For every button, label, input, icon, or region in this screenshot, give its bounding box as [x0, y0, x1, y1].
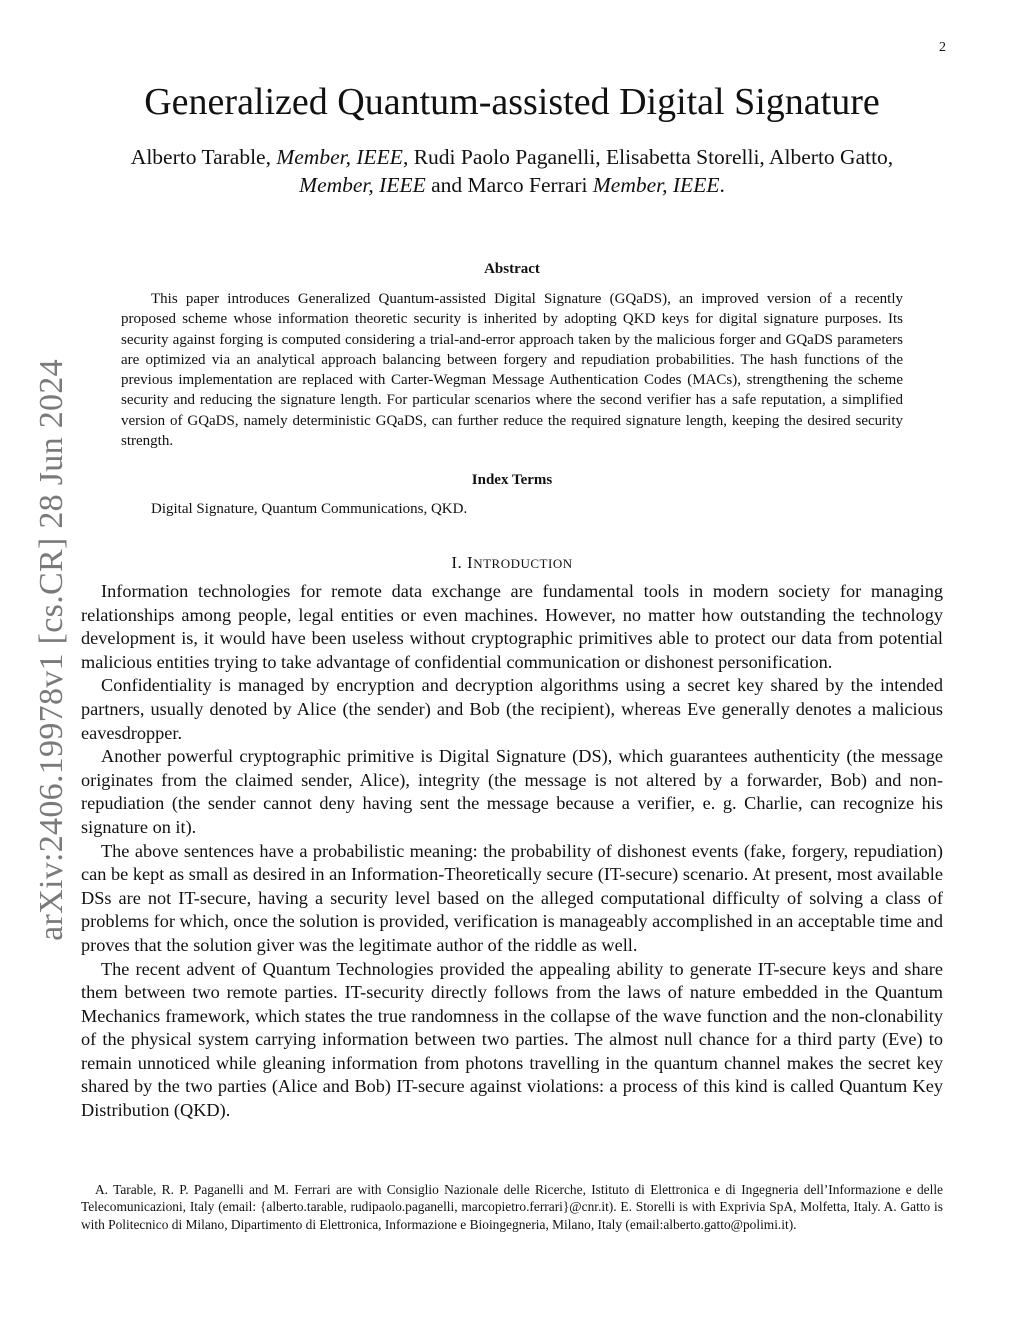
arxiv-stamp: arXiv:2406.19978v1 [cs.CR] 28 Jun 2024: [33, 359, 70, 941]
introduction-body: [81, 580, 943, 1123]
author-membership-2: Member, IEEE: [299, 173, 426, 197]
author-membership-1: Member, IEEE: [276, 145, 403, 169]
author-names-3: and Marco Ferrari: [425, 173, 593, 197]
paper-title: Generalized Quantum-assisted Digital Signature: [144, 81, 880, 123]
abstract-heading: Abstract: [484, 261, 540, 277]
intro-paragraph: Confidentiality is managed by encryption and decryption algorithms using a secret key shared by the intended partners, usually denoted by Alice (the sender) and Bob (the recipient), whereas Eve generally denotes a malicious eavesdropper.: [81, 675, 943, 743]
intro-paragraph: The above sentences have a probabilistic meaning: the probability of dishonest events (fake, forgery, repudiation) can be kept as small as desired in an Information-Theoretically secure (IT-secure) scenario. At present, most available DSs are not IT-secure, having a security level based on the alleged computational difficulty of solving a class of problems for which, once the solution is provided, verification is manageably accomplished in an acceptable time and proves that the solution giver was the legitimate author of the riddle as well.: [81, 840, 943, 955]
section-heading-introduction: [0, 553, 1024, 573]
section-title-initial: I: [467, 553, 474, 572]
author-membership-3: Member, IEEE: [592, 173, 720, 197]
author-names-1: Alberto Tarable,: [130, 145, 277, 169]
page-number: 2: [939, 40, 946, 55]
author-names-2: , Rudi Paolo Paganelli, Elisabetta Storelli, Alberto Gatto,: [402, 145, 894, 169]
index-terms-text: Digital Signature, Quantum Communications, QKD.: [151, 501, 468, 517]
affiliation-footnote: A. Tarable, R. P. Paganelli and M. Ferrari are with Consiglio Nazionale delle Ricerche, Istituto di Elettronica e di Ingegneria dell’Informazione e delle Telecomunicazioni, Italy (email: {alberto.tarable, rudipaolo.paganelli, marcopietro.ferrari}@cnr.it). E. Storelli is with Exprivia SpA, Molfetta, Italy. A. Gatto is with Politecnico di Milano, Dipartimento di Elettronica, Informazione e Bioingegneria, Milano, Italy (email:alberto.gatto@polimi.it).: [81, 1182, 943, 1232]
index-terms-heading: Index Terms: [471, 472, 553, 488]
author-list-end: .: [719, 173, 725, 197]
section-title-rest: NTRODUCTION: [473, 556, 573, 571]
intro-paragraph: Information technologies for remote data exchange are fundamental tools in modern society for managing relationships among people, legal entities or even machines. However, no matter how outstanding the technology development is, it would have been useless without cryptographic primitives able to protect our data from potential malicious entities trying to take advantage of confidential communication or dishonest personification.: [81, 581, 943, 672]
abstract-text: This paper introduces Generalized Quantum-assisted Digital Signature (GQaDS), an improved version of a recently proposed scheme whose information theoretic security is inherited by adopting QKD keys for digital signature purposes. Its security against forging is computed considering a trial-and-error approach taken by the malicious forger and GQaDS parameters are optimized via an analytical approach balancing between forgery and repudiation probabilities. The hash functions of the previous implementation are replaced with Carter-Wegman Message Authentication Codes (MACs), strengthening the scheme security and reducing the signature length. For particular scenarios where the second verifier has a safe reputation, a simplified version of GQaDS, namely deterministic GQaDS, can further reduce the required signature length, keeping the desired security strength.: [121, 291, 903, 450]
intro-paragraph: The recent advent of Quantum Technologies provided the appealing ability to generate IT-secure keys and share them between two remote parties. IT-security directly follows from the laws of nature embedded in the Quantum Mechanics framework, which states the true randomness in the collapse of the wave function and the non-clonability of the physical system carrying information between two parties. The almost null chance for a third party (Eve) to remain unnoticed while gleaning information from photons travelling in the quantum channel makes the secret key shared by the two parties (Alice and Bob) IT-secure against violations: a process of this kind is called Quantum Key Distribution (QKD).: [81, 958, 943, 1121]
intro-paragraph: Another powerful cryptographic primitive is Digital Signature (DS), which guarantees authenticity (the message originates from the claimed sender, Alice), integrity (the message is not altered by a forwarder, Bob) and non-repudiation (the sender cannot deny having sent the message because a verifier, e. g. Charlie, can recognize his signature on it).: [81, 746, 943, 837]
author-list: [80, 143, 944, 199]
section-numeral: I.: [451, 553, 468, 572]
